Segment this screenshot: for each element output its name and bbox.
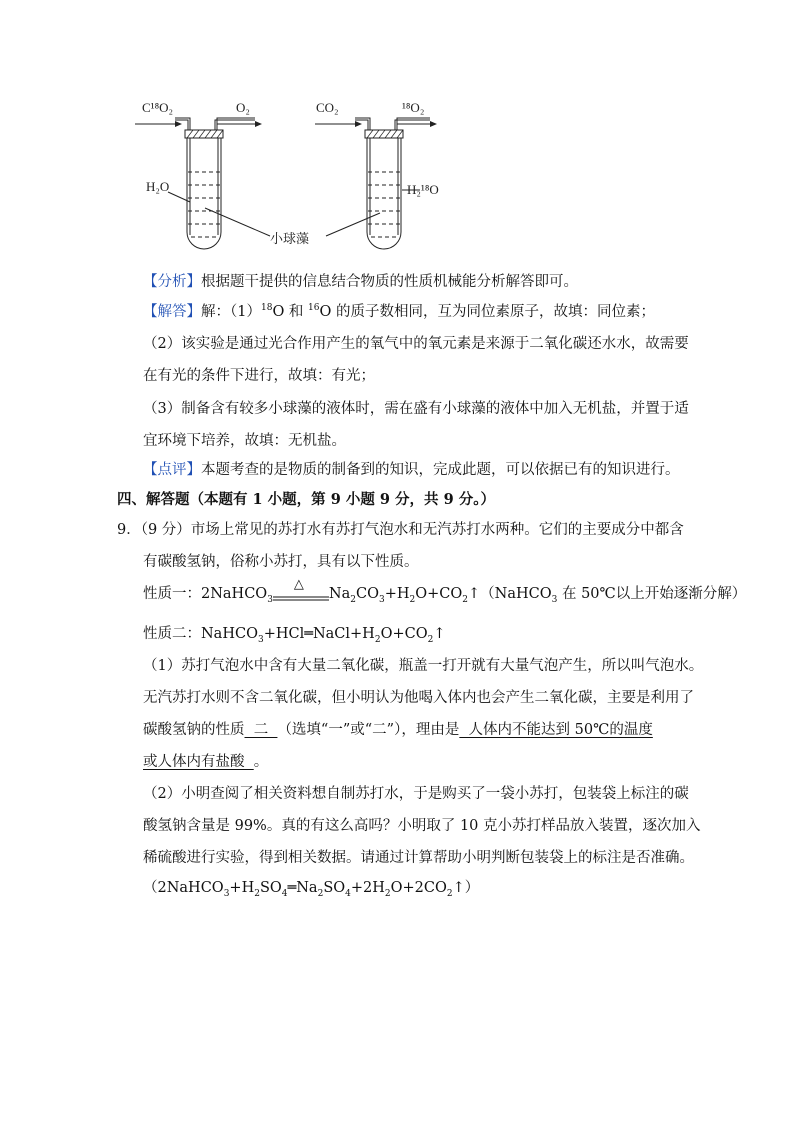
subscript: 2 (317, 888, 324, 899)
subscript: 2 (446, 888, 453, 899)
sub2-line-3: 稀硫酸进行实验，得到相关数据。请通过计算帮助小明判断包装袋上的标注是否准确。 (143, 850, 694, 866)
property-1 (143, 577, 747, 605)
answer-blank-2-cont: 或人体内有盐酸 (143, 754, 254, 770)
answer-text: O 的质子数相同，互为同位素原子，故填：同位素； (319, 304, 655, 320)
formula-text: O+CO (380, 626, 428, 642)
formula-text: Na (328, 586, 351, 602)
answer-tag: 【解答】 (143, 304, 201, 320)
formula-text: 性质二：NaHCO (143, 626, 258, 642)
formula-text: 在 50℃以上开始逐渐分解） (557, 586, 747, 602)
triangle-icon: △ (293, 577, 304, 592)
answer-line-3: 在有光的条件下进行，故填：有光； (143, 368, 375, 384)
subscript: 2 (384, 888, 391, 899)
formula-text: O+2CO (390, 880, 447, 896)
right-outlet-arrowhead (430, 121, 437, 127)
left-tube (187, 138, 221, 249)
formula-text: +2H (350, 880, 385, 896)
reaction-equation (143, 878, 479, 898)
left-outlet-arrowhead (255, 121, 262, 127)
right-liquid-label: H₂¹⁸O (407, 182, 439, 197)
right-output-gas: ¹⁸O₂ (402, 100, 425, 115)
right-input-gas: CO₂ (316, 100, 339, 115)
property-2 (143, 624, 445, 644)
experiment-diagram (130, 90, 460, 255)
algae-label: 小球藻 (270, 232, 310, 247)
heating-condition (273, 577, 329, 604)
left-output-gas: O₂ (236, 100, 250, 115)
subscript: 3 (267, 594, 273, 605)
superscript: 16 (308, 303, 320, 314)
subscript: 2 (427, 634, 434, 645)
comment-tag: 【点评】 (143, 462, 201, 478)
answer-line-2: （2）该实验是通过光合作用产生的氧气中的氧元素是来源于二氧化碳还水水，故需要 (143, 336, 689, 352)
question-text: （选填“一”或“二”），理由是 (277, 722, 460, 738)
right-inlet-arrowhead (355, 121, 362, 127)
sub1-line-1: （1）苏打气泡水中含有大量二氧化碳，瓶盖一打开就有大量气泡产生，所以叫气泡水。 (143, 658, 704, 674)
section-heading: 四、解答题（本题有 1 小题，第 9 小题 9 分，共 9 分。） (117, 491, 495, 508)
left-liquid-label: H₂O (146, 179, 170, 194)
answer-text: 解：（1） (201, 304, 261, 320)
answer-line-4: （3）制备含有较多小球藻的液体时，需在盛有小球藻的液体中加入无机盐，并置于适 (143, 401, 689, 417)
formula-text: ↑（NaHCO (468, 586, 552, 602)
formula-text: O+CO (415, 586, 463, 602)
sub1-line-4 (143, 752, 268, 772)
question-text: 碳酸氢钠的性质 (143, 722, 245, 738)
sub2-line-2: 酸氢钠含量是 99%。真的有这么高吗？小明取了 10 克小苏打样品放入装置，逐次加入 (143, 818, 701, 834)
answer-blank-2: 人体内不能达到 50℃的温度 (459, 722, 653, 738)
left-input-gas: C¹⁸O₂ (142, 100, 174, 115)
sub1-line-2: 无汽苏打水则不含二氧化碳，但小明认为他喝入体内也会产生二氧化碳，主要是利用了 (143, 690, 694, 706)
answer-line-1 (143, 302, 655, 322)
analysis-line (143, 272, 578, 292)
q9-line-1: 9．（9 分）市场上常见的苏打水有苏打气泡水和无汽苏打水两种。它们的主要成分中都含 (117, 522, 684, 538)
comment-text: 本题考查的是物质的制备到的知识，完成此题，可以依据已有的知识进行。 (201, 462, 680, 478)
subscript: 4 (345, 888, 351, 899)
subscript: 2 (254, 888, 260, 899)
formula-text: CO (356, 586, 379, 602)
analysis-tag: 【分析】 (143, 274, 201, 290)
question-text: 。 (253, 754, 269, 770)
sub1-line-3 (143, 720, 653, 740)
q9-line-2: 有碳酸氢钠，俗称小苏打，具有以下性质。 (143, 554, 419, 570)
formula-text: ═Na (287, 880, 318, 896)
formula-text: +HCl═NaCl+H (263, 626, 375, 642)
subscript: 3 (257, 634, 264, 645)
subscript: 4 (281, 888, 288, 899)
subscript: 2 (374, 634, 381, 645)
formula-text: SO (323, 880, 346, 896)
subscript: 2 (462, 594, 469, 605)
subscript: 3 (223, 888, 230, 899)
formula-text: ↑） (452, 880, 480, 896)
subscript: 3 (551, 594, 558, 605)
right-tube (367, 138, 401, 249)
superscript: 18 (260, 303, 273, 314)
comment-line (143, 460, 680, 480)
formula-text: 性质一：2NaHCO (143, 586, 268, 602)
formula-text: +H (229, 880, 255, 896)
sub2-line-1: （2）小明查阅了相关资料想自制苏打水，于是购买了一袋小苏打，包装袋上标注的碳 (143, 786, 689, 802)
answer-line-5: 宜环境下培养，故填：无机盐。 (143, 433, 346, 449)
answer-text: O 和 (272, 304, 309, 320)
subscript: 3 (378, 594, 385, 605)
formula-text: ↑ (433, 626, 446, 642)
answer-blank-1: 二 (244, 722, 278, 738)
analysis-text: 根据题干提供的信息结合物质的性质机械能分析解答即可。 (201, 274, 578, 290)
left-inlet-arrowhead (175, 121, 182, 127)
formula-text: +H (384, 586, 410, 602)
subscript: 2 (350, 594, 356, 605)
formula-text: SO (259, 880, 282, 896)
formula-text: （2NaHCO (143, 880, 224, 896)
subscript: 2 (409, 594, 416, 605)
